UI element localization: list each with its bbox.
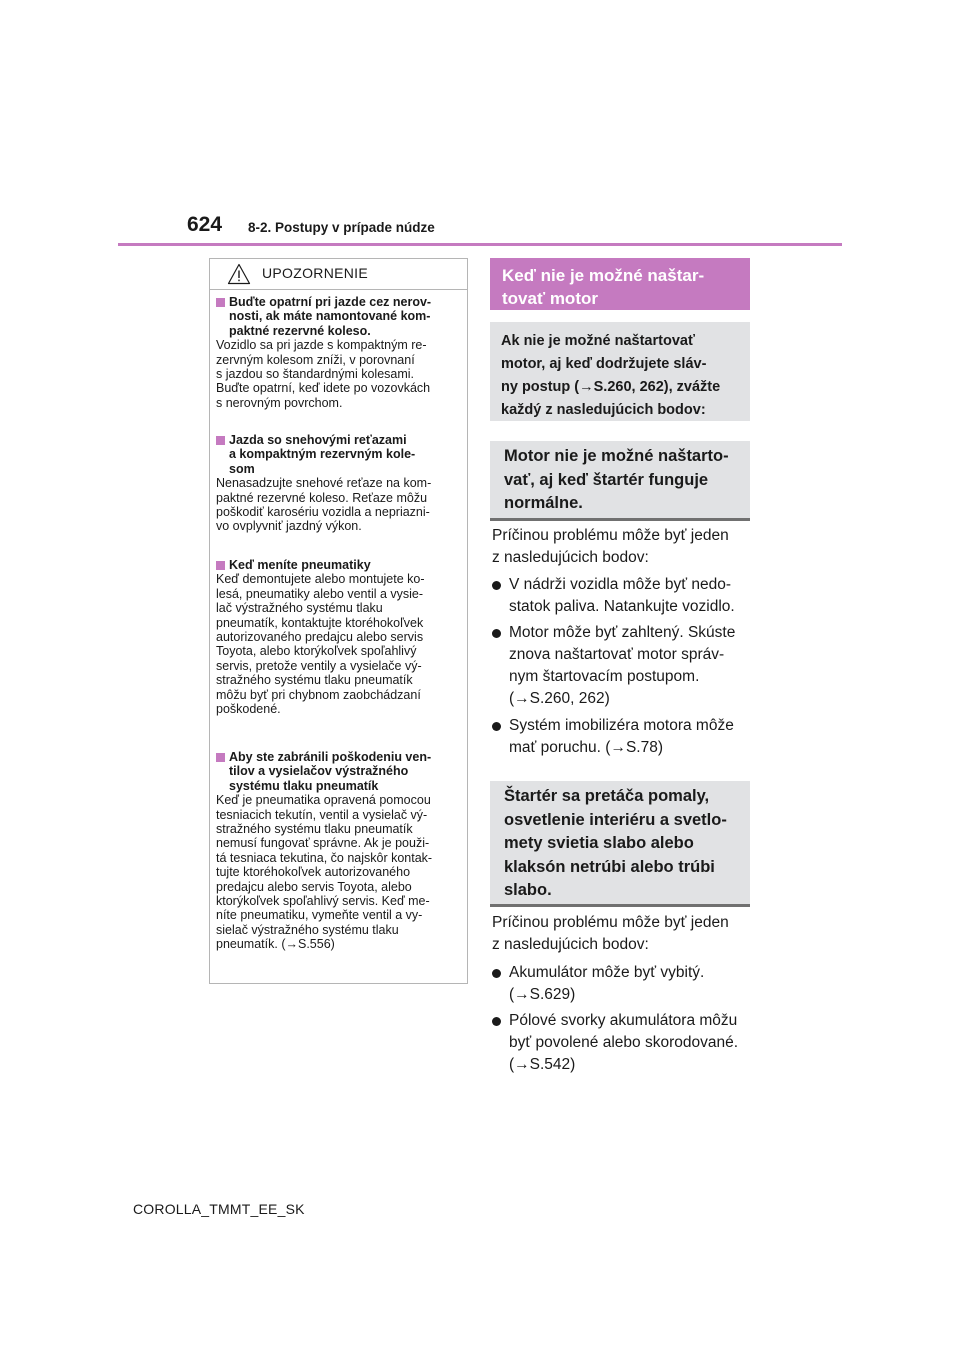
bullet-line: Systém imobilizéra motora môže xyxy=(509,717,734,734)
lead-line: z nasledujúcich bodov: xyxy=(492,936,649,953)
header-line: tovať motor xyxy=(502,289,598,308)
bullet-line: mať poruchu. (→S.78) xyxy=(509,739,663,756)
warning-item xyxy=(216,295,466,410)
warning-item-heading xyxy=(216,433,466,476)
case2-title-line: Štartér sa pretáča pomaly, xyxy=(504,787,710,805)
square-bullet-icon xyxy=(216,561,225,570)
case1-title-line: normálne. xyxy=(504,494,583,512)
warning-item-body xyxy=(216,338,466,410)
body-line: ktorýkoľvek spoľahlivý servis. Keď me- xyxy=(216,894,430,909)
warning-triangle-icon xyxy=(227,263,251,285)
case2-lead xyxy=(492,912,757,956)
body-line: tujte ktoréhokoľvek autorizovaného xyxy=(216,865,411,880)
body-line: Nenasadzujte snehové reťaze na kom- xyxy=(216,476,432,491)
heading-line: Buďte opatrní pri jazde cez nerov- xyxy=(229,295,432,309)
body-line: autorizovaného predajcu alebo servis xyxy=(216,630,424,645)
body-line: stražného systému tlaku pneumatík xyxy=(216,673,413,688)
body-line: Buďte opatrní, keď idete po vozovkách xyxy=(216,381,431,396)
body-line: lač výstražného systému tlaku xyxy=(216,601,383,616)
bullet-line: byť povolené alebo skorodované. xyxy=(509,1034,739,1051)
case1-lead xyxy=(492,525,757,569)
intro-line: Ak nie je možné naštartovať xyxy=(501,333,695,349)
warning-header xyxy=(210,259,467,290)
lead-line: Príčinou problému môže byť jeden xyxy=(492,914,729,931)
warning-item-heading xyxy=(216,558,466,572)
header-line: Keď nie je možné naštar- xyxy=(502,266,705,285)
square-bullet-icon xyxy=(216,753,225,762)
body-line: Keď demontujete alebo montujete ko- xyxy=(216,572,425,587)
body-line: sielač výstražného systému tlaku xyxy=(216,922,399,937)
body-line: pneumatík, kontaktujte ktoréhokoľvek xyxy=(216,615,424,630)
square-bullet-icon xyxy=(216,298,225,307)
bullet-dot-icon xyxy=(492,581,501,590)
case1-title-box xyxy=(490,441,750,521)
body-line: poškodené. xyxy=(216,702,281,717)
body-line: tesniacich tekutín, ventil a vysielač vý- xyxy=(216,807,428,822)
main-section-header xyxy=(490,258,750,310)
body-line: tá tesniaca tekutina, čo najskôr kontak- xyxy=(216,850,433,865)
body-line: pneumatík. (→S.556) xyxy=(216,937,335,952)
square-bullet-icon xyxy=(216,436,225,445)
bullet-line: Motor môže byť zahltený. Skúste xyxy=(509,624,736,641)
warning-title: UPOZORNENIE xyxy=(262,265,368,281)
body-line: poškodiť karosériu vozidla a nepriazni- xyxy=(216,505,430,520)
body-line: paktné rezervné koleso. Reťaze môžu xyxy=(216,490,428,505)
bullet-dot-icon xyxy=(492,722,501,731)
bullet-dot-icon xyxy=(492,629,501,638)
heading-line: systému tlaku pneumatík xyxy=(229,778,379,793)
lead-line: z nasledujúcich bodov: xyxy=(492,549,649,566)
warning-item-body xyxy=(216,572,466,716)
warning-box xyxy=(209,258,468,984)
body-line: Vozidlo sa pri jazde s kompaktným re- xyxy=(216,338,427,353)
intro-line: motor, aj keď dodržujete sláv- xyxy=(501,356,707,372)
heading-line: a kompaktným rezervným kole- xyxy=(229,447,416,462)
warning-item xyxy=(216,750,466,952)
intro-box xyxy=(490,322,750,421)
warning-item-body xyxy=(216,476,466,534)
heading-line: Jazda so snehovými reťazami xyxy=(229,433,407,447)
body-line: stražného systému tlaku pneumatík xyxy=(216,822,413,837)
intro-line: ny postup (→S.260, 262), zvážte xyxy=(501,379,721,395)
bullet-line: V nádrži vozidla môže byť nedo- xyxy=(509,576,732,593)
body-line: predajcu alebo servis Toyota, alebo xyxy=(216,879,412,894)
case1-title-line: Motor nie je možné naštarto- xyxy=(504,447,729,465)
body-line: Keď je pneumatika opravená pomocou xyxy=(216,793,431,808)
bullet-item xyxy=(492,1010,757,1076)
heading-line: som xyxy=(229,461,255,476)
heading-line: paktné rezervné koleso. xyxy=(229,323,371,338)
body-line: môžu byť pri chybnom zaobchádzaní xyxy=(216,687,421,702)
footer-document-code: COROLLA_TMMT_EE_SK xyxy=(133,1201,305,1217)
heading-line: nosti, ak máte namontované kom- xyxy=(229,309,431,324)
heading-line: tilov a vysielačov výstražného xyxy=(229,764,409,779)
warning-item xyxy=(216,558,466,716)
header-rule xyxy=(118,243,842,246)
case2-title-line: osvetlenie interiéru a svetlo- xyxy=(504,810,727,829)
bullet-line: Akumulátor môže byť vybitý. xyxy=(509,964,705,981)
section-title: 8-2. Postupy v prípade núdze xyxy=(248,220,435,235)
bullet-line: statok paliva. Natankujte vozidlo. xyxy=(509,598,735,615)
body-line: s jazdou so štandardnými kolesami. xyxy=(216,367,415,382)
heading-line: Aby ste zabránili poškodeniu ven- xyxy=(229,750,432,764)
body-line: vo ovplyvniť jazdný výkon. xyxy=(216,519,362,534)
bullet-line: (→S.629) xyxy=(509,986,576,1003)
body-line: servis, pretože ventily a vysielače vý- xyxy=(216,658,422,673)
warning-item xyxy=(216,433,466,534)
case2-title-line: mety svietia slabo alebo xyxy=(504,834,694,852)
body-line: níte pneumatiku, vymeňte ventil a vy- xyxy=(216,908,423,923)
case1-title-line: vať, aj keď štartér funguje xyxy=(504,470,709,489)
case2-title-line: klaksón netrúbi alebo trúbi xyxy=(504,857,715,876)
body-line: nemusí fungovať správne. Ak je použi- xyxy=(216,836,430,851)
bullet-item xyxy=(492,622,757,710)
warning-item-body xyxy=(216,793,466,951)
bullet-line: Pólové svorky akumulátora môžu xyxy=(509,1012,738,1029)
bullet-dot-icon xyxy=(492,969,501,978)
bullet-dot-icon xyxy=(492,1017,501,1026)
bullet-item xyxy=(492,715,757,759)
bullet-line: (→S.542) xyxy=(509,1056,576,1073)
bullet-line: znova naštartovať motor správ- xyxy=(509,646,725,663)
body-line: s nerovným povrchom. xyxy=(216,395,343,410)
body-line: lesá, pneumatiky alebo ventil a vysie- xyxy=(216,586,424,601)
bullet-line: nym štartovacím postupom. xyxy=(509,668,700,685)
case2-title-line: slabo. xyxy=(504,881,552,899)
page-number: 624 xyxy=(187,213,223,236)
intro-line: každý z nasledujúcich bodov: xyxy=(501,402,706,418)
body-line: Toyota, alebo ktorýkoľvek spoľahlivý xyxy=(216,644,417,659)
bullet-line: (→S.260, 262) xyxy=(509,690,610,707)
lead-line: Príčinou problému môže byť jeden xyxy=(492,527,729,544)
warning-item-heading xyxy=(216,750,466,793)
heading-line: Keď meníte pneumatiky xyxy=(229,558,371,572)
body-line: zervným kolesom zníži, v porovnaní xyxy=(216,352,415,367)
bullet-item xyxy=(492,574,757,618)
case2-title-box xyxy=(490,781,750,907)
bullet-item xyxy=(492,962,757,1006)
warning-item-heading xyxy=(216,295,466,338)
